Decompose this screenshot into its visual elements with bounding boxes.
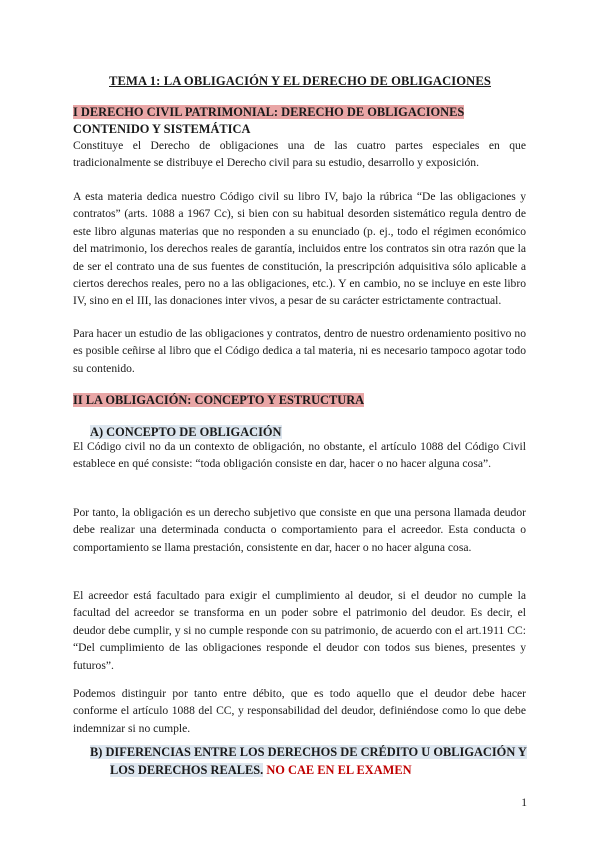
subsection-b-heading-text: B) DIFERENCIAS ENTRE LOS DERECHOS DE CRÉDITO U OBLIGACIÓN Y [90,745,527,759]
paragraph: Por tanto, la obligación es un derecho subjetivo que consiste en que una persona llamada deudor debe realizar una determinada conducta o comportamiento para el acreedor. Esta conducta o comportamiento se llama prestación, consistente en dar, hacer o no hacer alguna cosa. [73,506,526,554]
paragraph: Constituye el Derecho de obligaciones una de las cuatro partes especiales en que tradicionalmente se distribuye el Derecho civil para su estudio, desarrollo y exposición. [73,139,526,170]
section-1-heading-text: I DERECHO CIVIL PATRIMONIAL: DERECHO DE OBLIGACIONES [73,105,465,119]
section-2-heading [73,392,364,408]
page-number: 1 [521,796,527,809]
paragraph: A esta materia dedica nuestro Código civil su libro IV, bajo la rúbrica “De las obligaciones y contratos” (arts. 1088 a 1967 Cc), si bien con su habitual desorden sistemático regula dentro de este libro algunas materias que no responden a su enunciado (p. ej., todo el régimen económico del matrimonio, los derechos reales de garantía, incluidos entre los contratos sin otra razón que la de ser el contrato una de sus fuentes de constitución, la prescripción adquisitiva sólo aplicable a ciertos derechos reales, pero no a las obligaciones, etc.). Y en cambio, no se incluye en este libro IV, sino en el III, las donaciones inter vivos, a pesar de su carácter estrictamente contractual. [73,190,526,308]
paragraph: El acreedor está facultado para exigir el cumplimiento al deudor, si el deudor no cumple la facultad del acreedor se transforma en un poder sobre el patrimonio del deudor. Es decir, el deudor debe cumplir, y si no cumple responde con su patrimonio, de acuerdo con el art.1911 CC: “Del cumplimiento de las obligaciones responde el deudor con todos sus bienes, presentes y futuros”. [73,589,526,672]
page-title: TEMA 1: LA OBLIGACIÓN Y EL DERECHO DE OBLIGACIONES [109,74,491,88]
section-2-heading-text: II LA OBLIGACIÓN: CONCEPTO Y ESTRUCTURA [73,393,365,407]
subsection-a-heading-text: A) CONCEPTO DE OBLIGACIÓN [90,425,282,439]
section-1-heading [73,104,464,120]
paragraph: Podemos distinguir por tanto entre débito, que es todo aquello que el deudor debe hacer conforme el artículo 1088 del CC, y responsabilidad del deudor, definiéndose como lo que debe indemnizar si no cumple. [73,687,526,735]
section-1-subheading: CONTENIDO Y SISTEMÁTICA [73,122,251,136]
paragraph: Para hacer un estudio de las obligaciones y contratos, dentro de nuestro ordenamiento positivo no es posible ceñirse al libro que el Código dedica a tal materia, ni es necesario tampoco agotar todo su contenido. [73,327,526,375]
paragraph: El Código civil no da un contexto de obligación, no obstante, el artículo 1088 del Código Civil establece en qué consiste: “toda obligación consiste en dar, hacer o no hacer alguna cosa”. [73,440,526,471]
subsection-b-heading-line2 [110,762,412,778]
subsection-b-heading-text-2: LOS DERECHOS REALES. [110,763,264,777]
exam-note: NO CAE EN EL EXAMEN [263,763,412,777]
subsection-b-heading-line1 [90,744,527,760]
